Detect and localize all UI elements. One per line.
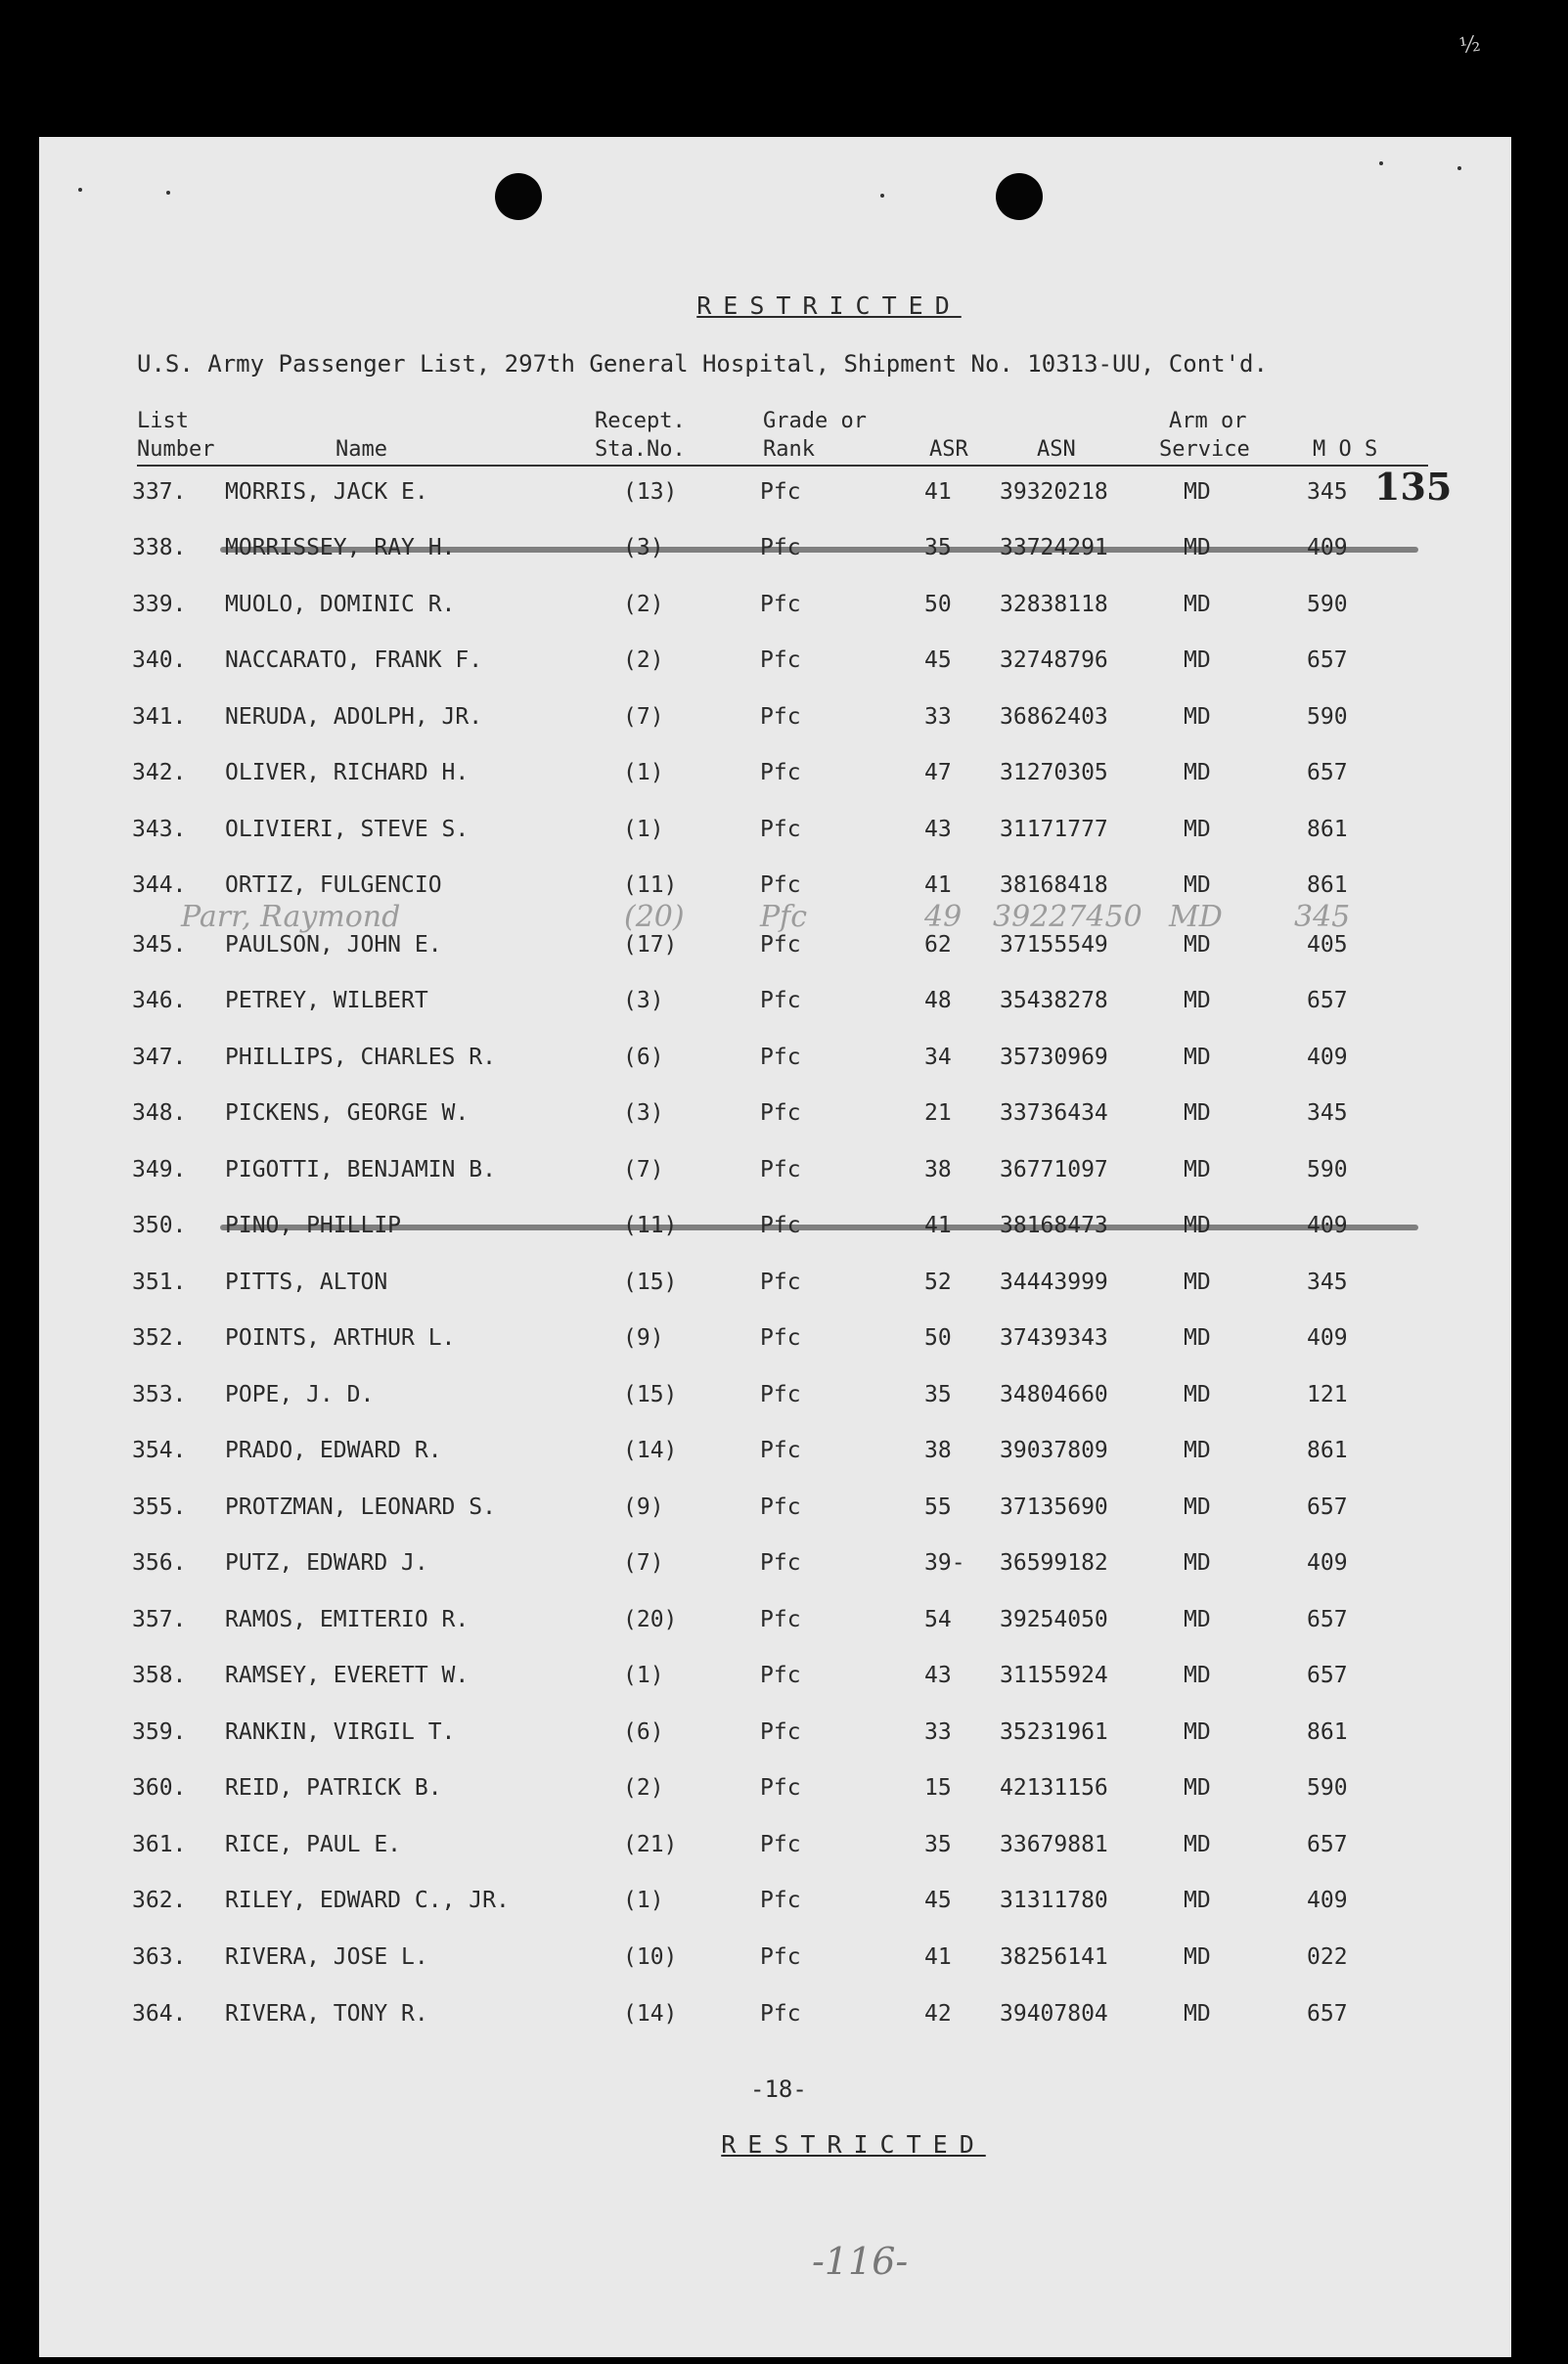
recept-station: (9) <box>623 1494 664 1520</box>
asr-score: 47 <box>924 760 952 785</box>
hw-mos: 345 <box>1294 900 1351 934</box>
passenger-name: OLIVER, RICHARD H. <box>225 760 470 785</box>
arm-service: MD <box>1184 872 1211 898</box>
mos-code: 657 <box>1307 760 1348 785</box>
arm-service: MD <box>1184 1663 1211 1688</box>
mos-code: 657 <box>1307 988 1348 1013</box>
mos-code: 861 <box>1307 872 1348 898</box>
passenger-name: RILEY, EDWARD C., JR. <box>225 1888 510 1913</box>
asr-score: 38 <box>924 1438 952 1463</box>
asr-score: 45 <box>924 647 952 673</box>
recept-station: (20) <box>623 1607 678 1632</box>
table-row <box>39 1325 1511 1364</box>
grade: Pfc <box>760 1775 801 1801</box>
asr-score: 45 <box>924 1888 952 1913</box>
mos-code: 409 <box>1307 1888 1348 1913</box>
mos-code: 590 <box>1307 1157 1348 1182</box>
mos-code: 657 <box>1307 1494 1348 1520</box>
list-number: 352. <box>132 1325 187 1351</box>
mos-code: 121 <box>1307 1382 1348 1407</box>
grade: Pfc <box>760 1494 801 1520</box>
list-number: 344. <box>132 872 187 898</box>
table-row <box>39 2001 1511 2040</box>
table-row <box>39 1100 1511 1139</box>
arm-service: MD <box>1184 760 1211 785</box>
passenger-name: PIGOTTI, BENJAMIN B. <box>225 1157 496 1182</box>
recept-station: (17) <box>623 932 678 958</box>
recept-station: (2) <box>623 1775 664 1801</box>
army-serial-number: 32838118 <box>1000 592 1108 617</box>
grade: Pfc <box>760 1832 801 1857</box>
document-subtitle: U.S. Army Passenger List, 297th General Hospital, Shipment No. 10313-UU, Cont'd. <box>137 350 1268 378</box>
mos-code: 657 <box>1307 647 1348 673</box>
recept-station: (21) <box>623 1832 678 1857</box>
grade: Pfc <box>760 988 801 1013</box>
table-row <box>39 704 1511 743</box>
asr-score: 54 <box>924 1607 952 1632</box>
list-number: 337. <box>132 479 187 505</box>
recept-station: (9) <box>623 1325 664 1351</box>
arm-service: MD <box>1184 932 1211 958</box>
army-serial-number: 38256141 <box>1000 1944 1108 1970</box>
army-serial-number: 39407804 <box>1000 2001 1108 2027</box>
recept-station: (14) <box>623 2001 678 2027</box>
arm-service: MD <box>1184 817 1211 842</box>
list-number: 347. <box>132 1045 187 1070</box>
list-number: 341. <box>132 704 187 730</box>
table-row <box>39 1438 1511 1477</box>
grade: Pfc <box>760 932 801 958</box>
asr-score: 35 <box>924 1382 952 1407</box>
grade: Pfc <box>760 1944 801 1970</box>
arm-service: MD <box>1184 1270 1211 1295</box>
army-serial-number: 35438278 <box>1000 988 1108 1013</box>
recept-station: (6) <box>623 1719 664 1745</box>
army-serial-number: 35231961 <box>1000 1719 1108 1745</box>
army-serial-number: 31311780 <box>1000 1888 1108 1913</box>
recept-station: (1) <box>623 1888 664 1913</box>
col-recept-line2: Sta.No. <box>595 437 686 462</box>
passenger-name: PITTS, ALTON <box>225 1270 388 1295</box>
hw-grade: Pfc <box>760 900 808 934</box>
table-row <box>39 1550 1511 1589</box>
col-grade-line2: Rank <box>763 437 815 462</box>
mos-code: 405 <box>1307 932 1348 958</box>
table-row <box>39 647 1511 687</box>
recept-station: (1) <box>623 817 664 842</box>
asr-score: 33 <box>924 704 952 730</box>
arm-service: MD <box>1184 1494 1211 1520</box>
col-arm-line1: Arm or <box>1169 409 1247 433</box>
list-number: 354. <box>132 1438 187 1463</box>
recept-station: (10) <box>623 1944 678 1970</box>
list-number: 343. <box>132 817 187 842</box>
grade: Pfc <box>760 872 801 898</box>
mos-code: 345 <box>1307 1100 1348 1126</box>
handwritten-page-number: -116- <box>812 2240 909 2283</box>
asr-score: 34 <box>924 1045 952 1070</box>
passenger-name: PUTZ, EDWARD J. <box>225 1550 428 1576</box>
recept-station: (6) <box>623 1045 664 1070</box>
recept-station: (11) <box>623 872 678 898</box>
table-row <box>39 592 1511 631</box>
recept-station: (1) <box>623 1663 664 1688</box>
recept-station: (15) <box>623 1270 678 1295</box>
mos-code: 590 <box>1307 1775 1348 1801</box>
passenger-name: NACCARATO, FRANK F. <box>225 647 483 673</box>
grade: Pfc <box>760 1382 801 1407</box>
restricted-footer: RESTRICTED <box>721 2130 986 2159</box>
arm-service: MD <box>1184 1325 1211 1351</box>
hw-sta: (20) <box>624 900 685 934</box>
recept-station: (1) <box>623 760 664 785</box>
mos-code: 590 <box>1307 592 1348 617</box>
list-number: 349. <box>132 1157 187 1182</box>
asr-score: 41 <box>924 1944 952 1970</box>
passenger-name: POINTS, ARTHUR L. <box>225 1325 456 1351</box>
passenger-name: MORRIS, JACK E. <box>225 479 428 505</box>
grade: Pfc <box>760 1100 801 1126</box>
grade: Pfc <box>760 760 801 785</box>
grade: Pfc <box>760 1607 801 1632</box>
army-serial-number: 34443999 <box>1000 1270 1108 1295</box>
table-row <box>39 1494 1511 1534</box>
army-serial-number: 36862403 <box>1000 704 1108 730</box>
arm-service: MD <box>1184 1045 1211 1070</box>
grade: Pfc <box>760 1888 801 1913</box>
recept-station: (7) <box>623 1157 664 1182</box>
asr-score: 35 <box>924 1832 952 1857</box>
arm-service: MD <box>1184 2001 1211 2027</box>
asr-score: 33 <box>924 1719 952 1745</box>
list-number: 342. <box>132 760 187 785</box>
mos-code: 861 <box>1307 1719 1348 1745</box>
recept-station: (2) <box>623 592 664 617</box>
passenger-name: OLIVIERI, STEVE S. <box>225 817 470 842</box>
passenger-table <box>39 137 1511 2357</box>
col-grade-line1: Grade or <box>763 409 867 433</box>
hw-arm: MD <box>1169 900 1223 934</box>
grade: Pfc <box>760 647 801 673</box>
table-row <box>39 1888 1511 1927</box>
table-row <box>39 535 1511 574</box>
arm-service: MD <box>1184 1832 1211 1857</box>
list-number: 362. <box>132 1888 187 1913</box>
army-serial-number: 38168418 <box>1000 872 1108 898</box>
army-serial-number: 42131156 <box>1000 1775 1108 1801</box>
col-list-number-line1: List <box>137 409 189 433</box>
asr-score: 42 <box>924 2001 952 2027</box>
asr-score: 38 <box>924 1157 952 1182</box>
col-asn: ASN <box>1037 437 1076 462</box>
passenger-name: PICKENS, GEORGE W. <box>225 1100 470 1126</box>
passenger-name: RAMOS, EMITERIO R. <box>225 1607 470 1632</box>
strikethrough-line <box>220 547 1418 553</box>
asr-score: 43 <box>924 1663 952 1688</box>
asr-score: 43 <box>924 817 952 842</box>
recept-station: (15) <box>623 1382 678 1407</box>
passenger-name: PAULSON, JOHN E. <box>225 932 442 958</box>
mos-code: 657 <box>1307 1607 1348 1632</box>
army-serial-number: 32748796 <box>1000 647 1108 673</box>
arm-service: MD <box>1184 1100 1211 1126</box>
arm-service: MD <box>1184 1775 1211 1801</box>
grade: Pfc <box>760 817 801 842</box>
recept-station: (7) <box>623 1550 664 1576</box>
mos-code: 409 <box>1307 1550 1348 1576</box>
arm-service: MD <box>1184 1550 1211 1576</box>
arm-service: MD <box>1184 592 1211 617</box>
list-number: 356. <box>132 1550 187 1576</box>
passenger-name: NERUDA, ADOLPH, JR. <box>225 704 483 730</box>
col-name: Name <box>336 437 387 462</box>
passenger-name: RAMSEY, EVERETT W. <box>225 1663 470 1688</box>
passenger-name: MUOLO, DOMINIC R. <box>225 592 456 617</box>
army-serial-number: 39254050 <box>1000 1607 1108 1632</box>
table-row <box>39 1719 1511 1759</box>
army-serial-number: 36771097 <box>1000 1157 1108 1182</box>
table-row <box>39 1775 1511 1814</box>
recept-station: (7) <box>623 704 664 730</box>
list-number: 359. <box>132 1719 187 1745</box>
mos-code: 657 <box>1307 1663 1348 1688</box>
recept-station: (14) <box>623 1438 678 1463</box>
passenger-name: RIVERA, TONY R. <box>225 2001 428 2027</box>
grade: Pfc <box>760 1157 801 1182</box>
hw-asn: 39227450 <box>993 900 1142 934</box>
col-list-number-line2: Number <box>137 437 215 462</box>
asr-score: 52 <box>924 1270 952 1295</box>
grade: Pfc <box>760 1663 801 1688</box>
army-serial-number: 37155549 <box>1000 932 1108 958</box>
army-serial-number: 31155924 <box>1000 1663 1108 1688</box>
asr-score: 39- <box>924 1550 965 1576</box>
list-number: 358. <box>132 1663 187 1688</box>
list-number: 350. <box>132 1213 187 1238</box>
passenger-name: ORTIZ, FULGENCIO <box>225 872 442 898</box>
recept-station: (3) <box>623 1100 664 1126</box>
asr-score: 50 <box>924 1325 952 1351</box>
mos-code: 590 <box>1307 704 1348 730</box>
corner-mark: ½ <box>1457 31 1482 60</box>
list-number: 340. <box>132 647 187 673</box>
list-number: 345. <box>132 932 187 958</box>
asr-score: 15 <box>924 1775 952 1801</box>
asr-score: 41 <box>924 872 952 898</box>
arm-service: MD <box>1184 1888 1211 1913</box>
arm-service: MD <box>1184 704 1211 730</box>
grade: Pfc <box>760 1045 801 1070</box>
passenger-name: PHILLIPS, CHARLES R. <box>225 1045 496 1070</box>
passenger-name: POPE, J. D. <box>225 1382 375 1407</box>
mos-code: 345 <box>1307 1270 1348 1295</box>
army-serial-number: 36599182 <box>1000 1550 1108 1576</box>
passenger-name: PETREY, WILBERT <box>225 988 428 1013</box>
arm-service: MD <box>1184 988 1211 1013</box>
grade: Pfc <box>760 592 801 617</box>
asr-score: 62 <box>924 932 952 958</box>
army-serial-number: 31171777 <box>1000 817 1108 842</box>
mos-code: 657 <box>1307 2001 1348 2027</box>
table-row <box>39 1213 1511 1252</box>
recept-station: (3) <box>623 988 664 1013</box>
arm-service: MD <box>1184 1157 1211 1182</box>
grade: Pfc <box>760 1438 801 1463</box>
table-row <box>39 1382 1511 1421</box>
list-number: 351. <box>132 1270 187 1295</box>
recept-station: (13) <box>623 479 678 505</box>
stamp-number: 135 <box>1374 465 1453 509</box>
passenger-name: REID, PATRICK B. <box>225 1775 442 1801</box>
asr-score: 21 <box>924 1100 952 1126</box>
arm-service: MD <box>1184 1607 1211 1632</box>
army-serial-number: 31270305 <box>1000 760 1108 785</box>
arm-service: MD <box>1184 479 1211 505</box>
mos-code: 345 <box>1307 479 1348 505</box>
passenger-name: PROTZMAN, LEONARD S. <box>225 1494 496 1520</box>
table-row <box>39 1944 1511 1984</box>
arm-service: MD <box>1184 647 1211 673</box>
col-arm-line2: Service <box>1159 437 1250 462</box>
list-number: 338. <box>132 535 187 560</box>
list-number: 339. <box>132 592 187 617</box>
army-serial-number: 35730969 <box>1000 1045 1108 1070</box>
army-serial-number: 39037809 <box>1000 1438 1108 1463</box>
asr-score: 41 <box>924 479 952 505</box>
hw-name: Parr, Raymond <box>181 900 401 934</box>
col-recept-line1: Recept. <box>595 409 686 433</box>
table-row <box>39 479 1511 518</box>
army-serial-number: 37439343 <box>1000 1325 1108 1351</box>
army-serial-number: 33736434 <box>1000 1100 1108 1126</box>
table-row <box>39 1157 1511 1196</box>
document-page <box>39 137 1511 2357</box>
grade: Pfc <box>760 479 801 505</box>
list-number: 357. <box>132 1607 187 1632</box>
list-number: 360. <box>132 1775 187 1801</box>
army-serial-number: 34804660 <box>1000 1382 1108 1407</box>
asr-score: 50 <box>924 592 952 617</box>
strikethrough-line <box>220 1225 1418 1230</box>
page-number: -18- <box>750 2075 807 2103</box>
arm-service: MD <box>1184 1382 1211 1407</box>
restricted-header: RESTRICTED <box>696 291 962 320</box>
mos-code: 022 <box>1307 1944 1348 1970</box>
list-number: 348. <box>132 1100 187 1126</box>
passenger-name: RANKIN, VIRGIL T. <box>225 1719 456 1745</box>
army-serial-number: 39320218 <box>1000 479 1108 505</box>
army-serial-number: 37135690 <box>1000 1494 1108 1520</box>
grade: Pfc <box>760 2001 801 2027</box>
asr-score: 55 <box>924 1494 952 1520</box>
list-number: 363. <box>132 1944 187 1970</box>
table-row <box>39 932 1511 971</box>
army-serial-number: 33679881 <box>1000 1832 1108 1857</box>
asr-score: 48 <box>924 988 952 1013</box>
arm-service: MD <box>1184 1438 1211 1463</box>
col-mos: M O S <box>1313 437 1378 462</box>
list-number: 364. <box>132 2001 187 2027</box>
col-asr: ASR <box>929 437 968 462</box>
passenger-name: RIVERA, JOSE L. <box>225 1944 428 1970</box>
mos-code: 861 <box>1307 1438 1348 1463</box>
mos-code: 657 <box>1307 1832 1348 1857</box>
table-row <box>39 1270 1511 1309</box>
mos-code: 409 <box>1307 1045 1348 1070</box>
arm-service: MD <box>1184 1719 1211 1745</box>
mos-code: 409 <box>1307 1325 1348 1351</box>
arm-service: MD <box>1184 1944 1211 1970</box>
hw-asr: 49 <box>924 900 963 934</box>
list-number: 355. <box>132 1494 187 1520</box>
grade: Pfc <box>760 1719 801 1745</box>
recept-station: (2) <box>623 647 664 673</box>
mos-code: 861 <box>1307 817 1348 842</box>
list-number: 346. <box>132 988 187 1013</box>
grade: Pfc <box>760 1325 801 1351</box>
handwritten-insert <box>181 900 400 934</box>
table-row <box>39 1045 1511 1084</box>
list-number: 353. <box>132 1382 187 1407</box>
grade: Pfc <box>760 1550 801 1576</box>
grade: Pfc <box>760 1270 801 1295</box>
table-row <box>39 988 1511 1027</box>
table-row <box>39 817 1511 856</box>
table-row <box>39 1607 1511 1646</box>
table-row <box>39 1663 1511 1702</box>
passenger-name: PRADO, EDWARD R. <box>225 1438 442 1463</box>
passenger-name: RICE, PAUL E. <box>225 1832 402 1857</box>
table-row <box>39 760 1511 799</box>
list-number: 361. <box>132 1832 187 1857</box>
grade: Pfc <box>760 704 801 730</box>
table-row <box>39 1832 1511 1871</box>
